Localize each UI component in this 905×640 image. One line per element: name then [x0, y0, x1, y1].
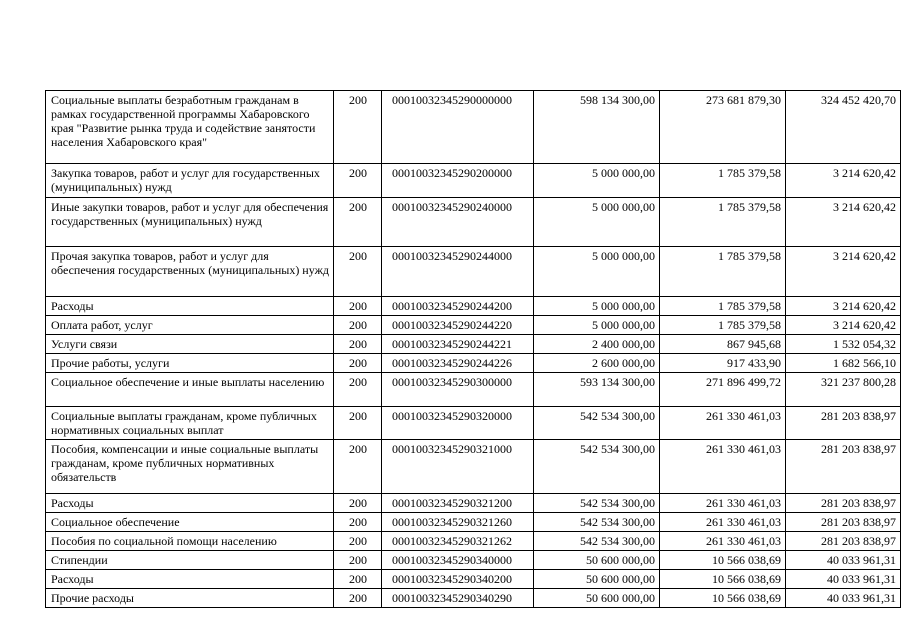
row-executed: 1 785 379,58	[660, 164, 786, 198]
row-kbk: 00010032345290244220	[382, 316, 534, 335]
row-code: 200	[334, 589, 382, 608]
row-executed: 1 785 379,58	[660, 247, 786, 297]
row-executed: 1 785 379,58	[660, 316, 786, 335]
table-row	[46, 198, 901, 247]
row-unexecuted: 281 203 838,97	[786, 407, 901, 440]
row-code: 200	[334, 335, 382, 354]
row-unexecuted: 40 033 961,31	[786, 570, 901, 589]
table-row	[46, 551, 901, 570]
row-unexecuted: 40 033 961,31	[786, 589, 901, 608]
row-approved: 542 534 300,00	[534, 494, 660, 513]
row-name: Расходы	[46, 570, 334, 589]
row-code: 200	[334, 532, 382, 551]
row-executed: 1 785 379,58	[660, 198, 786, 247]
row-executed: 273 681 879,30	[660, 91, 786, 164]
row-executed: 261 330 461,03	[660, 407, 786, 440]
row-code: 200	[334, 570, 382, 589]
table-row	[46, 297, 901, 316]
row-code: 200	[334, 91, 382, 164]
row-approved: 50 600 000,00	[534, 570, 660, 589]
row-unexecuted: 281 203 838,97	[786, 440, 901, 494]
row-kbk: 00010032345290000000	[382, 91, 534, 164]
row-name: Пособия, компенсации и иные социальные выплаты гражданам, кроме публичных нормативных обязательств	[46, 440, 334, 494]
row-name: Социальные выплаты безработным гражданам в рамках государственной программы Хабаровского края "Развитие рынка труда и содействие занятости населения Хабаровского края"	[46, 91, 334, 164]
row-name: Расходы	[46, 297, 334, 316]
row-unexecuted: 3 214 620,42	[786, 198, 901, 247]
table-row	[46, 589, 901, 608]
row-code: 200	[334, 297, 382, 316]
table-row	[46, 335, 901, 354]
row-kbk: 00010032345290340000	[382, 551, 534, 570]
row-kbk: 00010032345290244221	[382, 335, 534, 354]
row-unexecuted: 321 237 800,28	[786, 373, 901, 407]
row-kbk: 00010032345290340290	[382, 589, 534, 608]
row-name: Иные закупки товаров, работ и услуг для обеспечения государственных (муниципальных) нужд	[46, 198, 334, 247]
row-approved: 5 000 000,00	[534, 316, 660, 335]
table-row	[46, 91, 901, 164]
table-row	[46, 316, 901, 335]
row-approved: 5 000 000,00	[534, 247, 660, 297]
row-code: 200	[334, 316, 382, 335]
table-row	[46, 570, 901, 589]
row-unexecuted: 281 203 838,97	[786, 494, 901, 513]
row-name: Услуги связи	[46, 335, 334, 354]
row-code: 200	[334, 407, 382, 440]
table-row	[46, 513, 901, 532]
row-code: 200	[334, 494, 382, 513]
table-row	[46, 440, 901, 494]
row-unexecuted: 324 452 420,70	[786, 91, 901, 164]
row-executed: 917 433,90	[660, 354, 786, 373]
row-unexecuted: 3 214 620,42	[786, 297, 901, 316]
row-name: Расходы	[46, 494, 334, 513]
table-row	[46, 164, 901, 198]
row-name: Оплата работ, услуг	[46, 316, 334, 335]
row-unexecuted: 3 214 620,42	[786, 247, 901, 297]
row-executed: 261 330 461,03	[660, 532, 786, 551]
row-approved: 2 400 000,00	[534, 335, 660, 354]
row-kbk: 00010032345290240000	[382, 198, 534, 247]
row-unexecuted: 281 203 838,97	[786, 513, 901, 532]
table-row	[46, 354, 901, 373]
budget-execution-table	[45, 90, 901, 608]
row-name: Социальные выплаты гражданам, кроме публичных нормативных социальных выплат	[46, 407, 334, 440]
row-approved: 50 600 000,00	[534, 589, 660, 608]
row-executed: 10 566 038,69	[660, 551, 786, 570]
row-kbk: 00010032345290300000	[382, 373, 534, 407]
row-kbk: 00010032345290321200	[382, 494, 534, 513]
row-unexecuted: 281 203 838,97	[786, 532, 901, 551]
row-kbk: 00010032345290321262	[382, 532, 534, 551]
row-unexecuted: 3 214 620,42	[786, 316, 901, 335]
table-row	[46, 247, 901, 297]
row-code: 200	[334, 440, 382, 494]
row-executed: 10 566 038,69	[660, 570, 786, 589]
row-name: Пособия по социальной помощи населению	[46, 532, 334, 551]
table-row	[46, 407, 901, 440]
row-name: Закупка товаров, работ и услуг для государственных (муниципальных) нужд	[46, 164, 334, 198]
row-code: 200	[334, 354, 382, 373]
row-unexecuted: 40 033 961,31	[786, 551, 901, 570]
row-code: 200	[334, 551, 382, 570]
row-code: 200	[334, 198, 382, 247]
row-approved: 542 534 300,00	[534, 440, 660, 494]
row-kbk: 00010032345290321000	[382, 440, 534, 494]
row-code: 200	[334, 373, 382, 407]
row-name: Социальное обеспечение	[46, 513, 334, 532]
row-approved: 2 600 000,00	[534, 354, 660, 373]
row-executed: 1 785 379,58	[660, 297, 786, 316]
row-executed: 261 330 461,03	[660, 440, 786, 494]
row-unexecuted: 3 214 620,42	[786, 164, 901, 198]
row-kbk: 00010032345290340200	[382, 570, 534, 589]
row-approved: 598 134 300,00	[534, 91, 660, 164]
row-code: 200	[334, 164, 382, 198]
row-approved: 5 000 000,00	[534, 297, 660, 316]
row-approved: 542 534 300,00	[534, 532, 660, 551]
row-code: 200	[334, 247, 382, 297]
row-executed: 10 566 038,69	[660, 589, 786, 608]
row-approved: 5 000 000,00	[534, 164, 660, 198]
row-name: Социальное обеспечение и иные выплаты населению	[46, 373, 334, 407]
row-approved: 542 534 300,00	[534, 513, 660, 532]
row-name: Прочая закупка товаров, работ и услуг для обеспечения государственных (муниципальных) нужд	[46, 247, 334, 297]
table-row	[46, 373, 901, 407]
row-name: Стипендии	[46, 551, 334, 570]
row-kbk: 00010032345290244000	[382, 247, 534, 297]
row-approved: 593 134 300,00	[534, 373, 660, 407]
row-kbk: 00010032345290320000	[382, 407, 534, 440]
row-approved: 5 000 000,00	[534, 198, 660, 247]
row-executed: 261 330 461,03	[660, 513, 786, 532]
row-kbk: 00010032345290244200	[382, 297, 534, 316]
row-unexecuted: 1 682 566,10	[786, 354, 901, 373]
table-row	[46, 532, 901, 551]
row-kbk: 00010032345290200000	[382, 164, 534, 198]
row-kbk: 00010032345290321260	[382, 513, 534, 532]
row-unexecuted: 1 532 054,32	[786, 335, 901, 354]
row-executed: 867 945,68	[660, 335, 786, 354]
row-name: Прочие работы, услуги	[46, 354, 334, 373]
row-executed: 261 330 461,03	[660, 494, 786, 513]
row-approved: 50 600 000,00	[534, 551, 660, 570]
row-executed: 271 896 499,72	[660, 373, 786, 407]
row-code: 200	[334, 513, 382, 532]
table-row	[46, 494, 901, 513]
row-name: Прочие расходы	[46, 589, 334, 608]
row-approved: 542 534 300,00	[534, 407, 660, 440]
row-kbk: 00010032345290244226	[382, 354, 534, 373]
